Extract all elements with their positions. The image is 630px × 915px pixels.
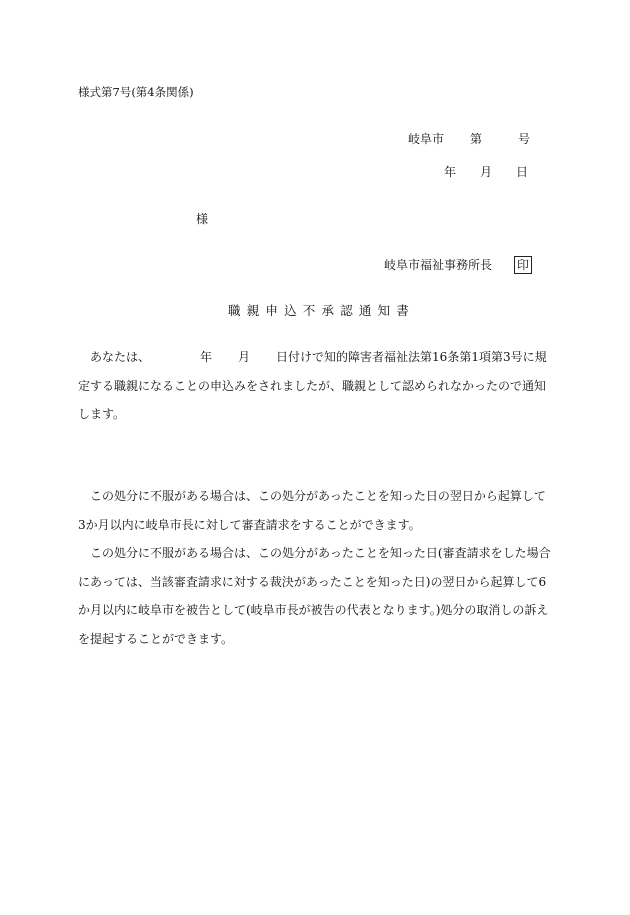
body-month: 月 [238,350,251,364]
date-year: 年 [444,165,457,179]
seal-mark: 印 [514,256,532,274]
date-month: 月 [480,165,493,179]
appeal-notice-1 [78,482,552,539]
body-text-a: あなたは、 [90,350,151,364]
issuer-name: 岐阜市福祉事務所長 [384,258,493,272]
document-number [408,130,530,147]
date-day: 日 [516,165,529,179]
body-text-b: 日付けで知的障害者福祉法第16条第1項第3号に規定する職親になることの申込みをされましたが、職親として認められなかったので通知します。 [78,350,547,421]
notice-body [78,343,552,429]
document-title: 職親申込不承認通知書 [228,303,416,318]
doc-number-go: 号 [518,132,531,146]
issuer [384,256,532,274]
appeal-notice-2-text: この処分に不服がある場合は、この処分があったことを知った日(審査請求をした場合にあっては、当該審査請求に対する裁決があったことを知った日)の翌日から起算して6か月以内に岐阜市を被告として(岐阜市長が被告の代表となります。)処分の取消しの訴えを提起することができます。 [78,546,551,646]
doc-number-city: 岐阜市 [408,132,445,146]
appeal-notice-1-text: この処分に不服がある場合は、この処分があったことを知った日の翌日から起算して3か月以内に岐阜市長に対して審査請求をすることができます。 [78,489,546,532]
appeal-notice-2 [78,539,552,653]
addressee: 様 [196,212,209,226]
body-year: 年 [200,350,213,364]
form-number: 様式第7号(第4条関係) [78,85,194,99]
issue-date [444,163,528,180]
doc-number-dai: 第 [470,132,483,146]
